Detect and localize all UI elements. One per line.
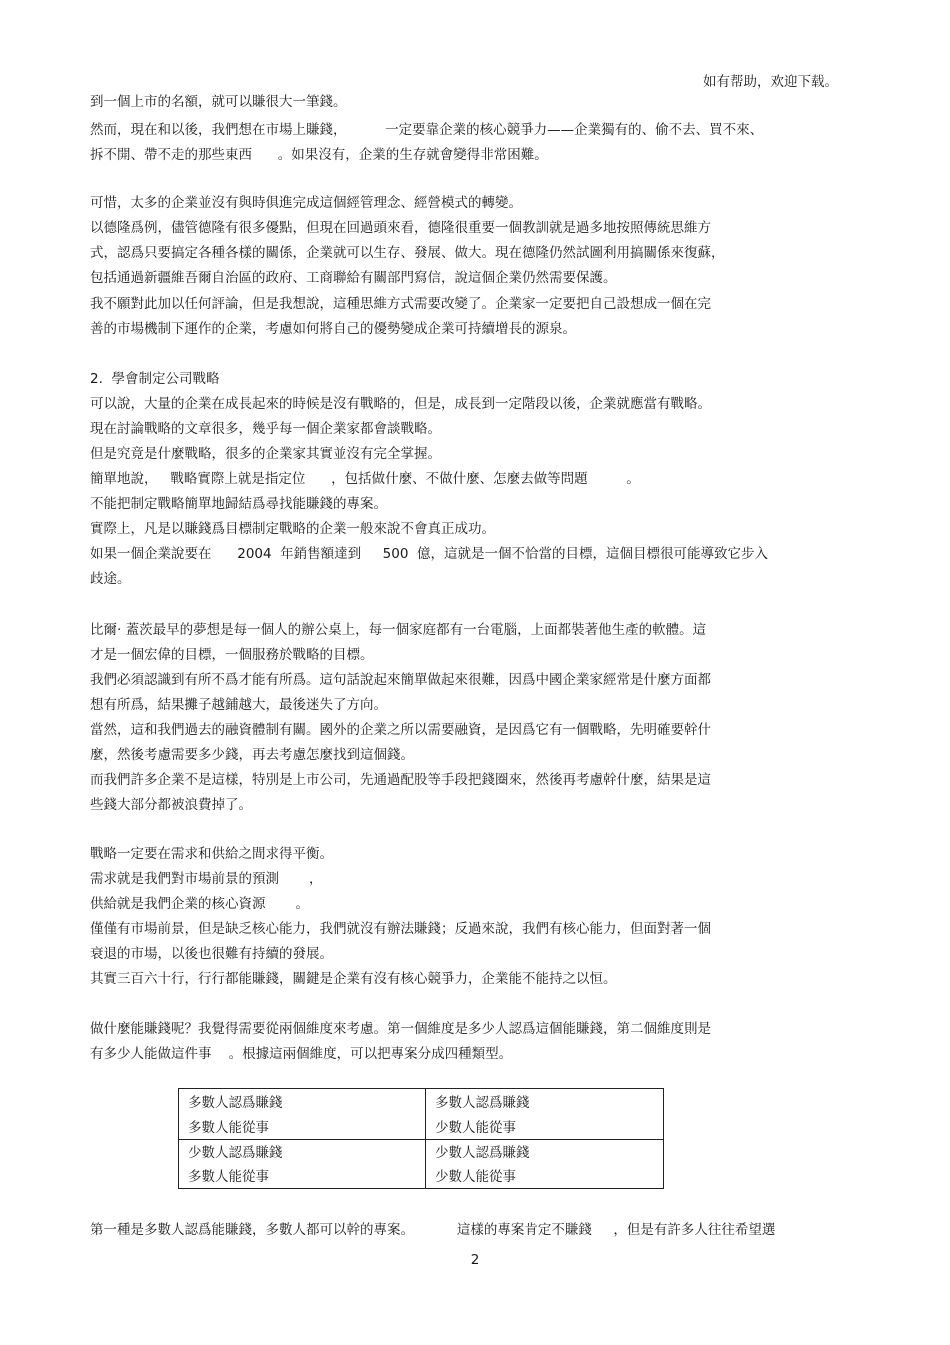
matrix-cell-line: 少數人認爲賺錢 bbox=[435, 1145, 530, 1161]
text-line: 式，認爲只要搞定各種各樣的關係，企業就可以生存、發展、做大。現在德隆仍然試圖利用搞關係來復蘇， bbox=[90, 245, 725, 261]
text-line: 不能把制定戰略簡單地歸結爲尋找能賺錢的專案。 bbox=[90, 496, 387, 512]
section-heading: 2. 學會制定公司戰略 bbox=[90, 371, 220, 387]
text-line: 才是一個宏偉的目標，一個服務於戰略的目標。 bbox=[90, 647, 374, 663]
text-line: 當然，這和我們過去的融資體制有關。國外的企業之所以需要融資，是因爲它有一個戰略，先明確要幹什 bbox=[90, 722, 711, 738]
text-line: 而我們許多企業不是這樣，特別是上市公司，先通過配股等手段把錢圈來，然後再考慮幹什麼，結果是這 bbox=[90, 772, 711, 788]
matrix-cell-line: 少數人認爲賺錢 bbox=[188, 1145, 283, 1161]
matrix-cell-line: 多數人認爲賺錢 bbox=[435, 1095, 530, 1111]
text-line: 有多少人能做這件事 。根據這兩個維度，可以把專案分成四種類型。 bbox=[90, 1046, 513, 1062]
text-line: 戰略一定要在需求和供給之間求得平衡。 bbox=[90, 846, 333, 862]
text-line: 麼，然後考慮需要多少錢，再去考慮怎麼找到這個錢。 bbox=[90, 747, 414, 763]
text-line: 但是究竟是什麼戰略，很多的企業家其實並沒有完全掌握。 bbox=[90, 446, 441, 462]
text-line: 些錢大部分都被浪費掉了。 bbox=[90, 797, 252, 813]
text-line: 以德隆爲例，儘管德隆有很多優點，但現在回過頭來看，德隆很重要一個教訓就是過多地按照傳統思維方 bbox=[90, 220, 711, 236]
matrix-cell-line: 多數人認爲賺錢 bbox=[188, 1095, 283, 1111]
project-type-matrix bbox=[178, 1088, 664, 1189]
text-line: 比爾· 蓋茨最早的夢想是每一個人的辦公桌上，每一個家庭都有一台電腦，上面都裝著他生產的軟體。這 bbox=[90, 622, 707, 638]
text-line: 可以說，大量的企業在成長起來的時候是沒有戰略的，但是，成長到一定階段以後，企業就應當有戰略。 bbox=[90, 396, 711, 412]
text-line: 包括通過新疆維吾爾自治區的政府、工商聯給有關部門寫信，說這個企業仍然需要保護。 bbox=[90, 270, 617, 286]
text-line: 第一種是多數人認爲能賺錢，多數人都可以幹的專案。 這樣的專案肯定不賺錢 ，但是有許多人往往希望選 bbox=[90, 1222, 776, 1238]
matrix-cell-line: 少數人能從事 bbox=[435, 1169, 516, 1185]
text-line: 我不願對此加以任何評論，但是我想說，這種思維方式需要改變了。企業家一定要把自己設想成一個在完 bbox=[90, 296, 711, 312]
text-line: 其實三百六十行，行行都能賺錢，關鍵是企業有沒有核心競爭力，企業能不能持之以恒。 bbox=[90, 971, 617, 987]
matrix-cell-line: 多數人能從事 bbox=[188, 1120, 269, 1136]
text-line: 如果一個企業說要在 2004 年銷售額達到 500 億，這就是一個不恰當的目標，這個目標很可能導致它步入 bbox=[90, 546, 768, 562]
text-line: 僅僅有市場前景，但是缺乏核心能力，我們就沒有辦法賺錢；反過來說，我們有核心能力，但面對著一個 bbox=[90, 921, 711, 937]
text-line: 善的市場機制下運作的企業，考慮如何將自己的優勢變成企業可持續增長的源泉。 bbox=[90, 321, 576, 337]
page-number: 2 bbox=[470, 1252, 480, 1268]
text-line: 衰退的市場，以後也很難有持續的發展。 bbox=[90, 946, 333, 962]
text-line: 拆不開、帶不走的那些東西 。如果沒有，企業的生存就會變得非常困難。 bbox=[90, 147, 548, 163]
matrix-divider-horizontal bbox=[179, 1139, 663, 1140]
text-line: 我們必須認識到有所不爲才能有所爲。這句話說起來簡單做起來很難，因爲中國企業家經常是什麼方面都 bbox=[90, 672, 711, 688]
text-line: 到一個上市的名額，就可以賺很大一筆錢。 bbox=[90, 94, 347, 110]
matrix-cell-line: 少數人能從事 bbox=[435, 1120, 516, 1136]
text-line: 現在討論戰略的文章很多，幾乎每一個企業家都會談戰略。 bbox=[90, 421, 441, 437]
matrix-cell-line: 多數人能從事 bbox=[188, 1169, 269, 1185]
text-line: 簡單地說， 戰略實際上就是指定位 ，包括做什麼、不做什麼、怎麼去做等問題 。 bbox=[90, 471, 640, 487]
text-line: 實際上，凡是以賺錢爲目標制定戰略的企業一般來說不會真正成功。 bbox=[90, 521, 495, 537]
text-line: 做什麼能賺錢呢？我覺得需要從兩個維度來考慮。第一個維度是多少人認爲這個能賺錢，第二個維度則是 bbox=[90, 1021, 711, 1037]
header-note: 如有帮助，欢迎下载。 bbox=[703, 74, 838, 90]
text-line: 歧途。 bbox=[90, 571, 131, 587]
text-line: 需求就是我們對市場前景的預測 ， bbox=[90, 871, 323, 887]
text-line: 可惜，太多的企業並沒有與時俱進完成這個經管理念、經營模式的轉變。 bbox=[90, 195, 522, 211]
text-line: 供給就是我們企業的核心資源 。 bbox=[90, 896, 310, 912]
text-line: 想有所爲，結果攤子越鋪越大，最後迷失了方向。 bbox=[90, 697, 387, 713]
text-line: 然而，現在和以後，我們想在市場上賺錢， 一定要靠企業的核心競爭力——企業獨有的、偷不去、買不來、 bbox=[90, 122, 764, 138]
